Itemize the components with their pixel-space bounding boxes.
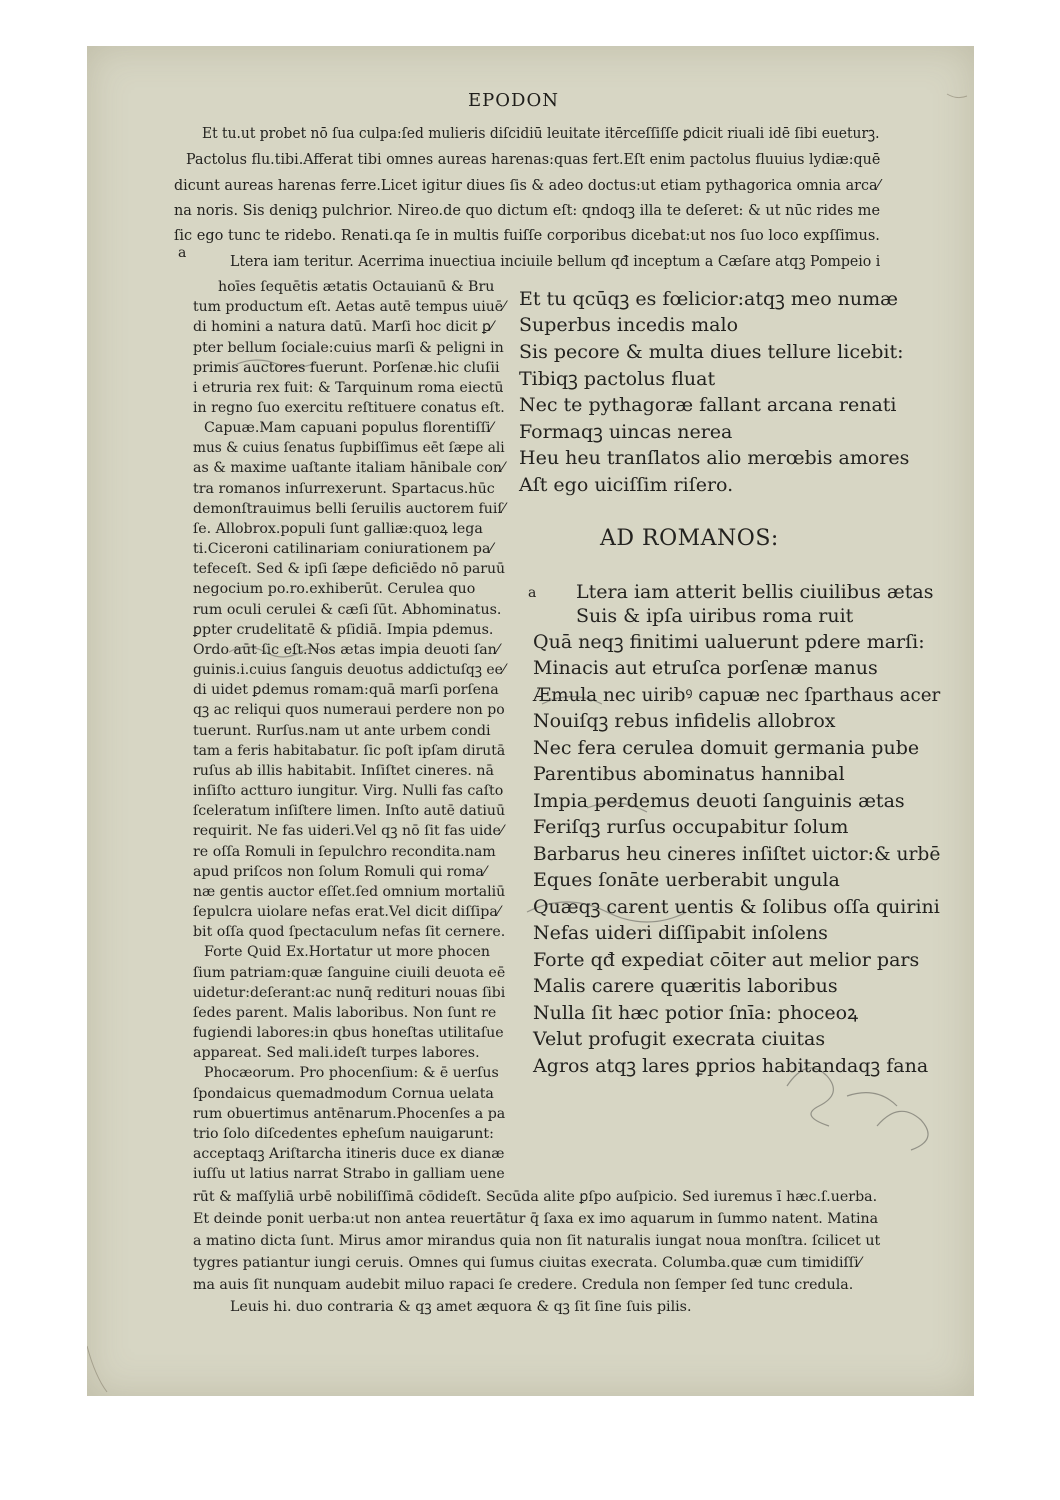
commentary-line: Et deinde ponit uerba:ut non antea reuertātur q̄ ſaxa ex imo aquarum in ſummo natent. Matina	[193, 1211, 879, 1227]
commentary-line: ſceleratum inſiſtere limen. Inſto autē datiuū	[193, 803, 506, 819]
verse-line: Nulla ſit hæc potior ſnīa: phoceoꝝ	[533, 1002, 859, 1024]
commentary-line: Capuæ.Mam capuani populus florentiſſi⁄	[204, 420, 493, 436]
verse-line: Sis pecore & multa diues tellure licebit:	[519, 341, 904, 363]
verse-line: Et tu qcūqꝫ es fœlicior:atqꝫ meo numæ	[519, 288, 899, 310]
commentary-line: Pactolus flu.tibi.Afferat tibi omnes aureas harenas:quas fert.Eſt enim pactolus fluuius lydiæ:quē	[186, 150, 881, 168]
commentary-line: Et tu.ut probet nō ſua culpa:ſed mulieris diſcidiū leuitate itērceſſiſſe ꝑdicit riuali idē ſibi eueturꝫ.	[202, 124, 880, 142]
commentary-line: guinis.i.cuius ſanguis deuotus addictuſqꝫ ee⁄	[193, 662, 506, 678]
commentary-line: ſe. Allobrox.populi ſunt galliæ:quoꝝ lega	[193, 521, 483, 537]
commentary-line: demonſtrauimus belli ſeruilis auctorem fuiſ⁄	[193, 501, 505, 517]
commentary-line: appareat. Sed mali.ideſt turpes labores.	[193, 1045, 480, 1061]
commentary-line: Forte Quid Ex.Hortatur ut more phocen	[204, 944, 491, 960]
commentary-line: negocium po.ro.exhiberūt. Cerulea quo	[193, 581, 476, 597]
commentary-line: Phocæorum. Pro phocenſium: & ē uerſus	[204, 1065, 499, 1081]
verse-line: Nec fera cerulea domuit germania pube	[533, 737, 920, 759]
commentary-line: fugiendi labores:in qbus honeſtas utilitaſue	[193, 1025, 504, 1041]
commentary-line: qꝫ ac reliqui quos numeraui perdere non po	[193, 702, 505, 718]
commentary-line: di homini a natura datū. Marſi hoc dicit ꝑ⁄	[193, 319, 494, 335]
verse-line: Velut profugit execrata ciuitas	[533, 1028, 826, 1050]
verse-line: Quæqꝫ carent uentis & ſolibus oſſa quirini	[533, 896, 940, 918]
commentary-line: Ltera iam teritur. Acerrima inuectiua inciuile bellum qđ inceptum a Cæſare atqꝫ Pompeio i	[230, 252, 881, 270]
commentary-line: bit oſſa quod ſpectaculum nefas ſit cernere.	[193, 924, 506, 940]
verse-line: Formaqꝫ uincas nerea	[519, 421, 733, 443]
commentary-line: ruſus ab illis habitabit. Inſiſtet cineres. nā	[193, 763, 494, 779]
commentary-line: tam a feris habitabatur. ſic poſt ipſam dirutā	[193, 743, 506, 759]
commentary-line: i etruria rex fuit: & Tarquinum roma eiectū	[193, 380, 504, 396]
commentary-line: inſiſto actturo iungitur. Virg. Nulli fas caſto	[193, 783, 504, 799]
section-marker-top: a	[178, 245, 187, 261]
commentary-line: di uidet ꝑdemus romam:quā marſi porſena	[193, 682, 499, 698]
commentary-line: tum productum eſt. Aetas autē tempus uiuē⁄	[193, 299, 506, 315]
commentary-line: primis auctores fuerunt. Porſenæ.hic cluſii	[193, 360, 500, 376]
verse-line: Parentibus abominatus hannibal	[533, 763, 845, 785]
verse-line: Suis & ipſa uiribus roma ruit	[576, 605, 854, 627]
commentary-line: as & maxime uaſtante italiam hānibale con⁄	[193, 460, 505, 476]
verse-line: Nefas uideri diſſipabit inſolens	[533, 922, 828, 944]
commentary-line: apud priſcos non ſolum Romuli qui roma⁄	[193, 864, 487, 880]
verse-line: Quā neqꝫ finitimi ualuerunt pdere marſi:	[533, 631, 925, 653]
verse-line: Forte qđ expediat cōiter aut melior pars	[533, 949, 920, 971]
commentary-line: ſic ego tunc te ridebo. Renati.qa ſe in multis fuiſſe corporibus dicebat:ut nos ſuo loco expſſimus.	[174, 226, 880, 244]
verse-line: Aſt ego uiciſſim riſero.	[519, 474, 734, 496]
commentary-line: pter bellum ſociale:cuius marſi & peligni in	[193, 340, 504, 356]
commentary-line: tefeceſt. Sed & ipſi ſæpe deficiēdo nō paruū	[193, 561, 506, 577]
commentary-line: dicunt aureas harenas ferre.Licet igitur diues ſis & adeo doctus:ut etiam pythagorica omnia arca⁄	[174, 176, 880, 194]
verse-line: Impia perdemus deuoti ſanguinis ætas	[533, 790, 905, 812]
commentary-line: uidetur:deſerant:ac nunq̄ redituri nouas ſibi	[193, 985, 506, 1001]
commentary-line: acceptaqꝫ Ariſtarcha itineris duce ex dianæ	[193, 1146, 505, 1162]
verse-line: Feriſqꝫ rurſus occupabitur ſolum	[533, 816, 849, 838]
commentary-line: rum obuertimus antēnarum.Phocenſes a pa	[193, 1106, 506, 1122]
verse-line: Eques ſonāte uerberabit ungula	[533, 869, 840, 891]
verse-line: Agros atqꝫ lares ꝑprios habitandaqꝫ fana	[533, 1055, 929, 1077]
commentary-line: Ordo aūt ſic eſt.Nos ætas impia deuoti ſan⁄	[193, 642, 500, 658]
commentary-line: iuſſu ut latius narrat Strabo in galliam uene	[193, 1166, 505, 1182]
verse-line: Minacis aut etruſca porſenæ manus	[533, 657, 878, 679]
commentary-line: ſpondaicus quemadmodum Cornua uelata	[193, 1086, 494, 1102]
commentary-line: ſedes parent. Malis laboribus. Non ſunt re	[193, 1005, 497, 1021]
running-head: EPODON	[468, 90, 559, 111]
verse-line: Nec te pythagoræ fallant arcana renati	[519, 394, 897, 416]
verse-line: Nouiſqꝫ rebus infidelis allobrox	[533, 710, 836, 732]
verse-line: Superbus incedis malo	[519, 314, 739, 336]
section-heading: AD ROMANOS:	[600, 526, 779, 551]
verse-line: Ltera iam atterit bellis ciuilibus ætas	[576, 581, 934, 603]
commentary-line: hoīes ſequētis ætatis Octauianū & Bru	[218, 279, 495, 295]
commentary-line: rum oculi cerulei & cæſi ſūt. Abhominatus.	[193, 602, 502, 618]
verse-line: Æmula nec uiribꝰ capuæ nec ſparthaus acer	[533, 684, 941, 706]
verse-line: Tibiqꝫ pactolus fluat	[519, 368, 716, 390]
verse-line: Heu heu tranſlatos alio merœbis amores	[519, 447, 910, 469]
commentary-line: requirit. Ne fas uideri.Vel qꝫ nō ſit fas uide⁄	[193, 823, 504, 839]
commentary-line: ꝑpter crudelitatē & pſidiā. Impia pdemus.	[193, 622, 494, 638]
commentary-line: mus & cuius ſenatus ſupbiſſimus eēt ſæpe ali	[193, 440, 505, 456]
commentary-line: a matino dicta ſunt. Mirus amor mirandus quia non ſit naturalis iungat noua monſtra. ſcilicet ut	[193, 1233, 881, 1249]
commentary-line: ſium patriam:quæ ſanguine ciuili deuota eē	[193, 965, 506, 981]
commentary-line: tra romanos inſurrexerunt. Spartacus.hūc	[193, 481, 495, 497]
commentary-line: re oſſa Romuli in ſepulchro recondita.nam	[193, 844, 496, 860]
commentary-line: tygres patiantur iungi ceruis. Omnes qui ſumus ciuitas execrata. Columba.quæ cum timidiſſi⁄	[193, 1255, 861, 1271]
commentary-line: ma auis ſit nunquam audebit miluo rapaci ſe credere. Credula non ſemper ſed tunc credula.	[193, 1277, 854, 1293]
verse-line: Barbarus heu cineres inſiſtet uictor:& urbē	[533, 843, 941, 865]
commentary-line: na noris. Sis deniqꝫ pulchrior. Nireo.de quo dictum eſt: qndoqꝫ illa te deſeret: & ut nūc rides me	[174, 201, 880, 219]
commentary-line: trio ſolo diſcedentes epheſum nauigarunt:	[193, 1126, 494, 1142]
commentary-line: rūt & maſſyliā urbē nobiliſſimā cōdideſt. Secūda alite ꝑſpo auſpicio. Sed iuremus ī hæc.ſ.uerba.	[193, 1189, 878, 1205]
commentary-line: in regno ſuo exercitu reſtituere conatus eſt.	[193, 400, 505, 416]
section-marker-verse: a	[528, 585, 537, 601]
commentary-line: næ gentis auctor eſſet.ſed omnium mortaliū	[193, 884, 506, 900]
commentary-line: Leuis hi. duo contraria & qꝫ amet æquora & qꝫ ſit ſine ſuis pilis.	[230, 1299, 692, 1315]
commentary-line: ti.Ciceroni catilinariam coniurationem pa⁄	[193, 541, 493, 557]
commentary-line: tuerunt. Rurſus.nam ut ante urbem condi	[193, 723, 491, 739]
commentary-line: ſepulcra uiolare nefas erat.Vel dicit diſſipa⁄	[193, 904, 501, 920]
verse-line: Malis carere quæritis laboribus	[533, 975, 838, 997]
